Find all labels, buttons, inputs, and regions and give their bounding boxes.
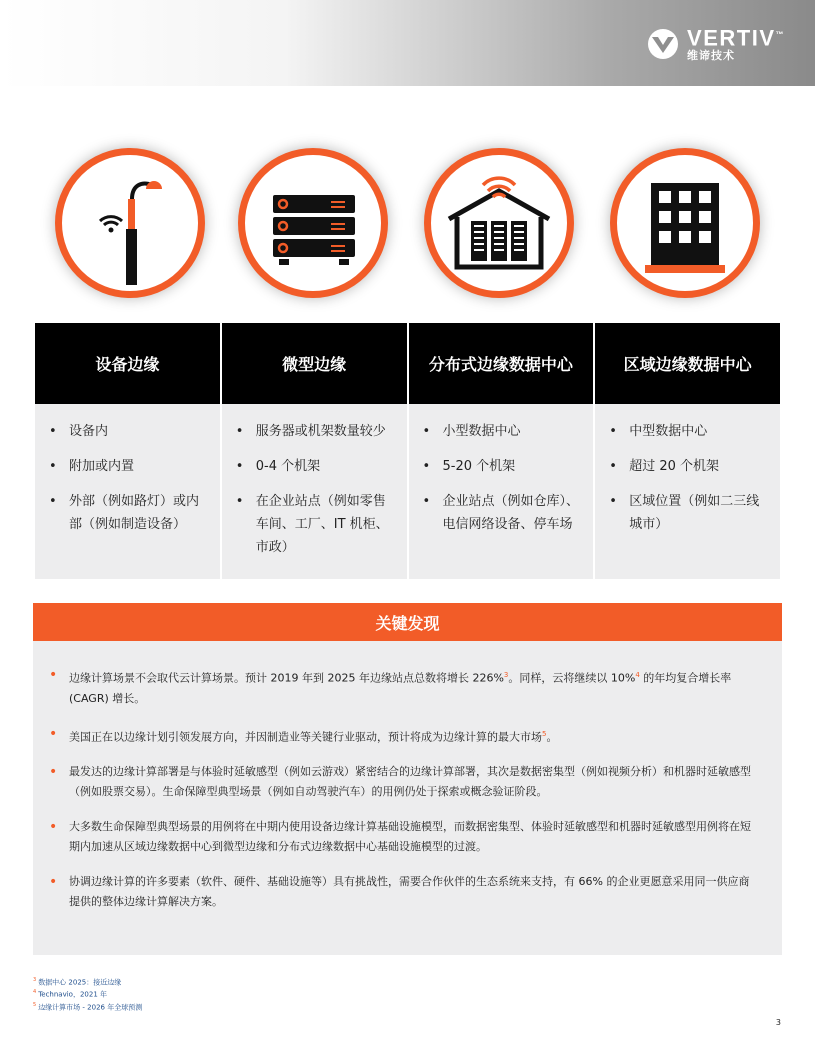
- server-rack-icon: [238, 148, 388, 298]
- list-item: • 在企业站点（例如零售车间、工厂、IT 机柜、市政）: [236, 490, 395, 559]
- finding-item: • 协调边缘计算的许多要素（软件、硬件、基础设施等）具有挑战性，需要合作伙伴的生态系统来支持，有 66% 的企业更愿意采用同一供应商提供的整体边缘计算解决方案。: [49, 872, 758, 912]
- column-header: 设备边缘: [35, 323, 220, 404]
- key-findings-panel: [33, 603, 782, 955]
- footnote: $^5$ 边缘计算市场 - 2026 年全球预测: [33, 1001, 143, 1011]
- column-device-edge: [35, 323, 220, 579]
- streetlight-wifi-icon: [55, 148, 205, 298]
- footnote-ref: 5: [542, 729, 547, 738]
- edge-category-icons: [0, 140, 815, 310]
- list-item: • 区域位置（例如二三线城市）: [609, 490, 768, 536]
- footnote: $^3$ 数据中心 2025：接近边缘: [33, 977, 122, 987]
- column-header: 分布式边缘数据中心: [409, 323, 594, 404]
- list-item: • 外部（例如路灯）或内部（例如制造设备）: [49, 490, 208, 536]
- column-regional-edge: [593, 323, 780, 579]
- brand-trademark: ™: [775, 30, 785, 39]
- list-item: • 企业站点（例如仓库）、电信网络设备、停车场: [423, 490, 582, 536]
- column-header: 微型边缘: [222, 323, 407, 404]
- list-item: • 超过 20 个机架: [609, 455, 768, 478]
- footnote: $^4$ Technavio，2021 年: [33, 989, 108, 999]
- list-item: • 5-20 个机架: [423, 455, 582, 478]
- list-item: • 服务器或机架数量较少: [236, 420, 395, 443]
- column-distributed-edge: [407, 323, 594, 579]
- footnote-ref: 3: [503, 671, 509, 679]
- list-item: • 附加或内置: [49, 455, 208, 478]
- key-findings-title: 关键发现: [33, 603, 782, 641]
- footnote-ref: 4: [635, 671, 640, 679]
- list-item: • 0-4 个机架: [236, 455, 395, 478]
- brand-subtitle: 维谛技术: [687, 49, 736, 63]
- list-item: • 小型数据中心: [423, 420, 582, 443]
- page-number: 3: [775, 1018, 781, 1027]
- finding-item: • 最发达的边缘计算部署是与体验时延敏感型（例如云游戏）紧密结合的边缘计算部署，其次是数据密集型（例如视频分析）和机器时延敏感型（例如股票交易）。生命保障型典型场景（例如自动驾驶汽车）的用例仍处于探索或概念验证阶段。: [49, 762, 758, 802]
- edge-categories-table: [35, 323, 780, 579]
- office-building-icon: [610, 148, 760, 298]
- finding-item: • 大多数生命保障型典型场景的用例将在中期内使用设备边缘计算基础设施模型，而数据密集型、体验时延敏感型和机器时延敏感型用例将在短期内加速从区域边缘数据中心到微型边缘和分布式边缘数据中心基础设施模型的过渡。: [49, 817, 758, 857]
- page-header: [0, 0, 815, 86]
- column-micro-edge: [220, 323, 407, 579]
- footnotes: [33, 975, 142, 1012]
- brand-name: VERTIV: [687, 25, 776, 51]
- list-item: • 设备内: [49, 420, 208, 443]
- datacenter-building-wifi-icon: [424, 148, 574, 298]
- list-item: • 中型数据中心: [609, 420, 768, 443]
- column-header: 区域边缘数据中心: [595, 323, 780, 404]
- vertiv-v-logo-icon: [647, 28, 679, 60]
- finding-item: • 美国正在以边缘计划引领发展方向，并因制造业等关键行业驱动，预计将成为边缘计算的最大市场$^5$。: [49, 724, 758, 748]
- vertiv-logo: [647, 24, 785, 63]
- finding-item: • 边缘计算场景不会取代云计算场景。预计 2019 年到 2025 年边缘站点总数将增长 226%$^3$。同样，云将继续以 10%$^4$ 的年均复合增长率 (CAGR) 增长。: [49, 665, 758, 709]
